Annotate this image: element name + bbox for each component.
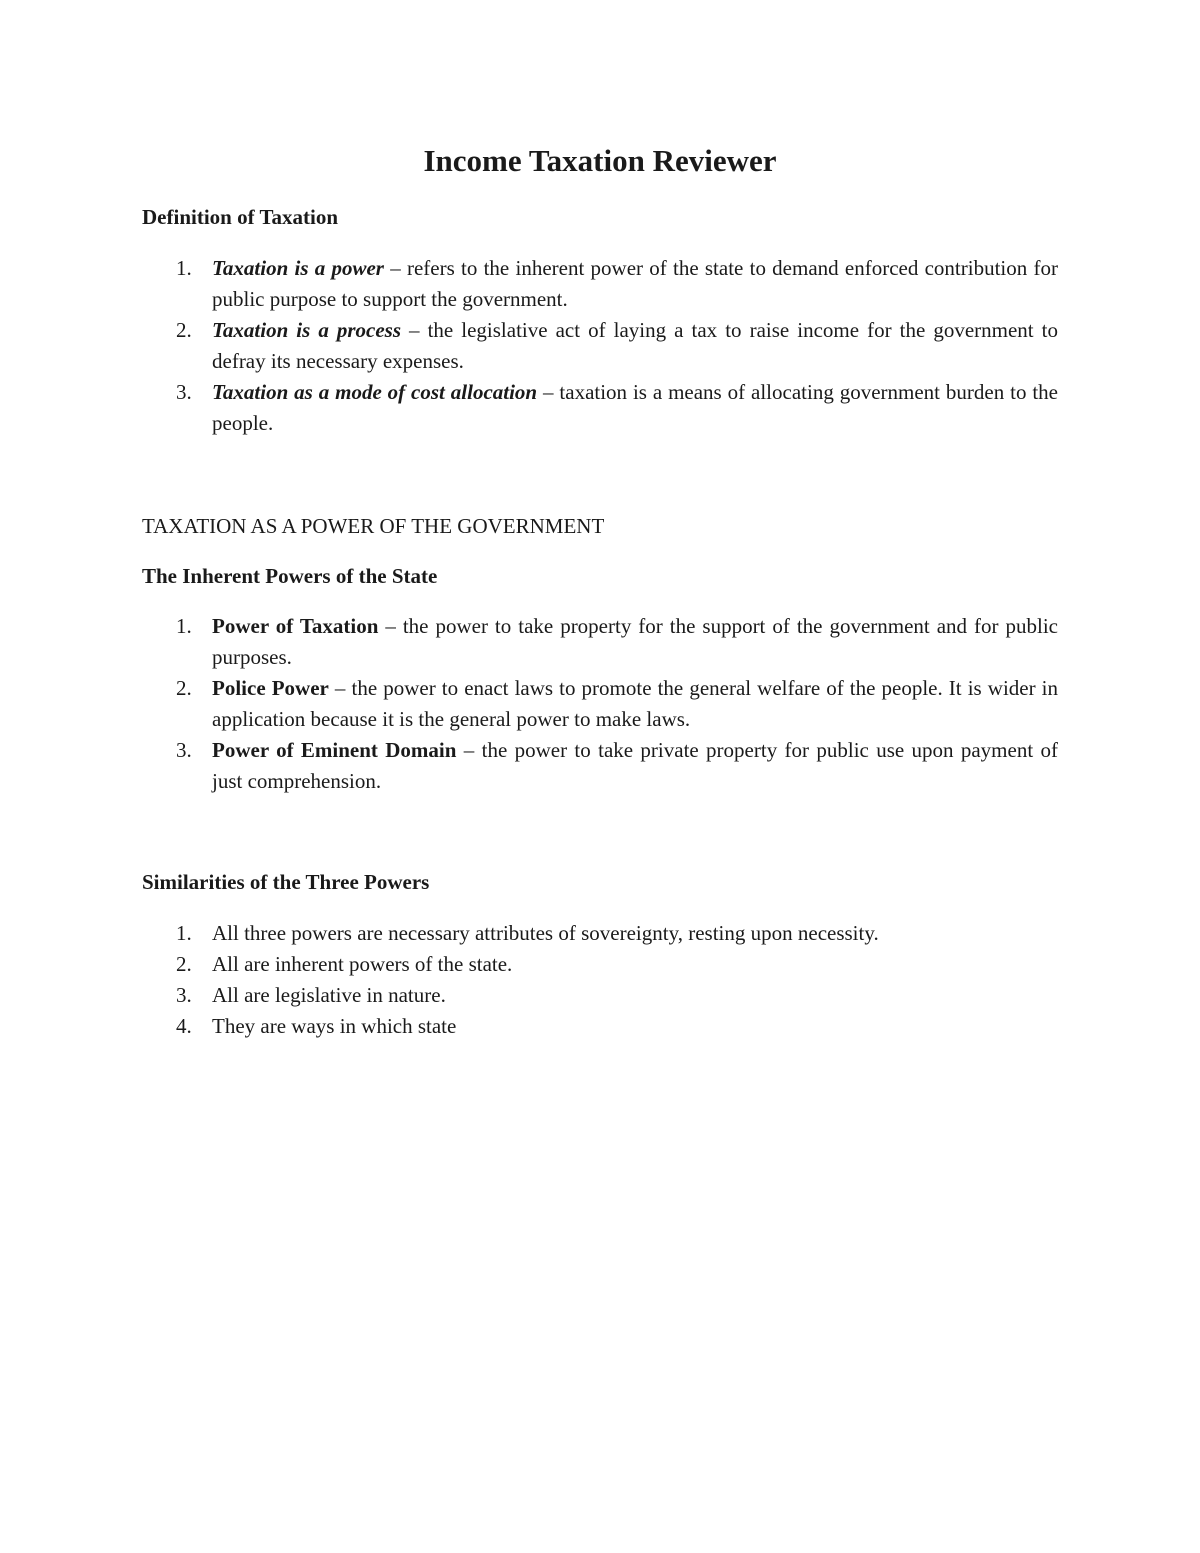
list-number: 2. xyxy=(176,318,192,342)
list-item xyxy=(142,673,1058,735)
list-text: – the power to take private property for public use upon payment of just comprehension. xyxy=(212,738,1058,793)
list-item xyxy=(142,611,1058,673)
list-text: – the power to take property for the support of the government and for public purposes. xyxy=(212,614,1058,669)
similarities-heading: Similarities of the Three Powers xyxy=(142,870,430,894)
power-section-heading: TAXATION AS A POWER OF THE GOVERNMENT xyxy=(142,514,605,538)
list-number: 1. xyxy=(176,921,192,945)
list-text: They are ways in which state xyxy=(212,1014,457,1038)
list-item xyxy=(142,949,1058,980)
list-text: All three powers are necessary attributes of sovereignty, resting upon necessity. xyxy=(212,921,879,945)
list-number: 1. xyxy=(176,256,192,280)
list-term: Taxation as a mode of cost allocation xyxy=(212,380,538,404)
list-number: 3. xyxy=(176,738,192,762)
list-text: – the power to enact laws to promote the general welfare of the people. It is wider in application because it is the general power to make laws. xyxy=(212,676,1059,731)
document-title: Income Taxation Reviewer xyxy=(423,143,777,178)
list-number: 3. xyxy=(176,380,192,404)
list-text: All are inherent powers of the state. xyxy=(212,952,513,976)
list-item xyxy=(142,1011,1058,1042)
inherent-powers-heading: The Inherent Powers of the State xyxy=(142,564,438,588)
similarities-list xyxy=(142,918,1058,1042)
list-number: 3. xyxy=(176,983,192,1007)
list-number: 4. xyxy=(176,1014,192,1038)
list-text: All are legislative in nature. xyxy=(212,983,446,1007)
list-number: 2. xyxy=(176,676,192,700)
list-item xyxy=(142,735,1058,797)
definition-heading: Definition of Taxation xyxy=(142,205,339,229)
list-term: Taxation is a process xyxy=(212,318,402,342)
list-term: Taxation is a power xyxy=(212,256,384,280)
list-number: 1. xyxy=(176,614,192,638)
list-item xyxy=(142,918,1058,949)
inherent-powers-list xyxy=(142,611,1058,797)
list-term: Police Power xyxy=(212,676,329,700)
list-number: 2. xyxy=(176,952,192,976)
list-text: – taxation is a means of allocating government burden to the people. xyxy=(212,380,1059,435)
list-text: – the legislative act of laying a tax to raise income for the government to defray its necessary expenses. xyxy=(212,318,1058,373)
definition-list xyxy=(142,253,1058,439)
list-item xyxy=(142,253,1058,315)
list-item xyxy=(142,980,1058,1011)
list-item xyxy=(142,315,1058,377)
list-term: Power of Taxation xyxy=(212,614,379,638)
list-item xyxy=(142,377,1058,439)
list-term: Power of Eminent Domain xyxy=(212,738,457,762)
list-text: – refers to the inherent power of the state to demand enforced contribution for public purpose to support the government. xyxy=(212,256,1058,311)
